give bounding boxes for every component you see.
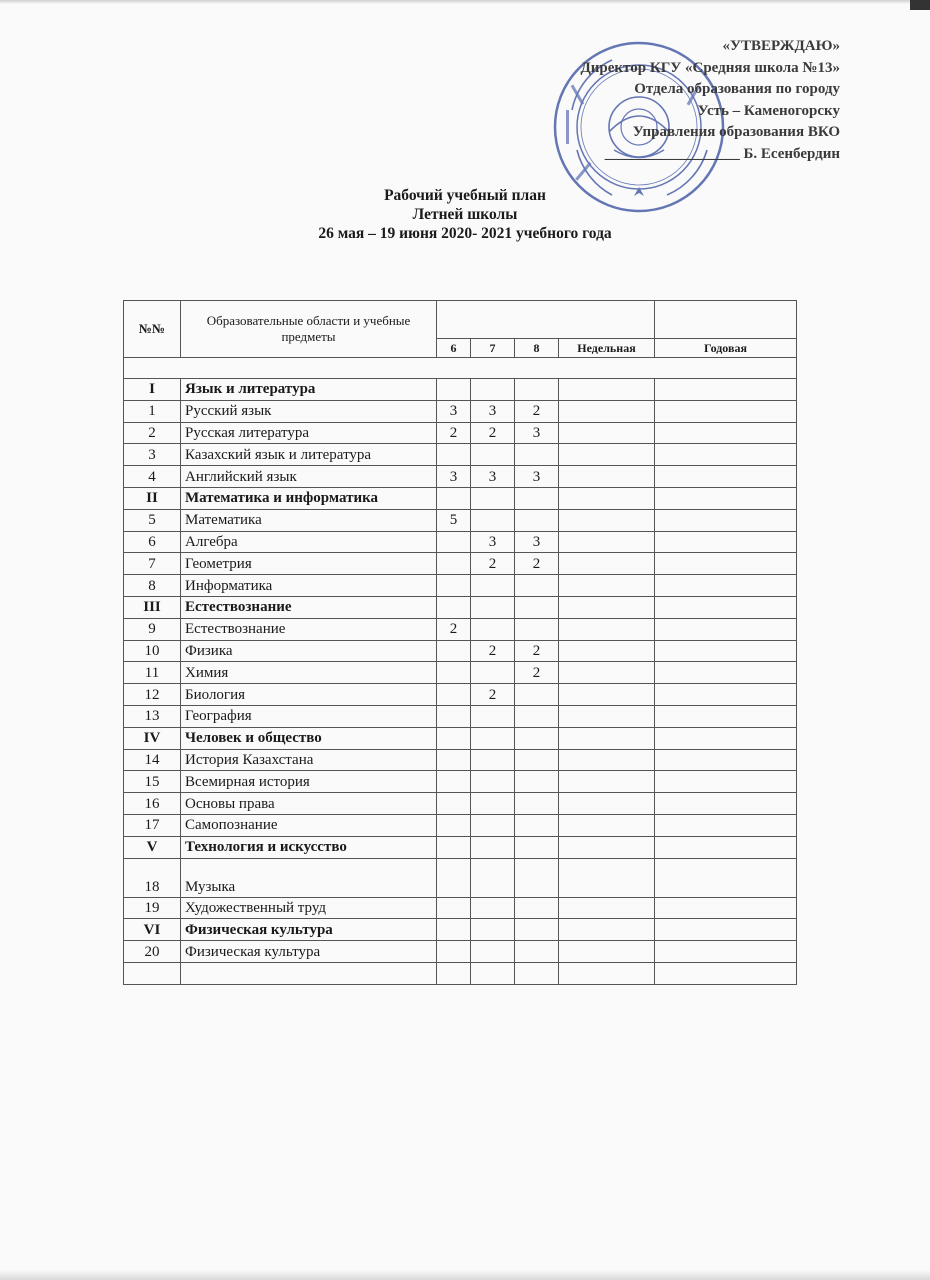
row-weekly — [559, 466, 655, 488]
document-title — [0, 186, 930, 243]
row-annual — [655, 705, 797, 727]
row-weekly — [559, 422, 655, 444]
row-grade-6 — [437, 897, 471, 919]
row-grade-6 — [437, 771, 471, 793]
section-row — [124, 379, 797, 401]
header-annual: Годовая — [655, 339, 797, 358]
gap-cell — [124, 358, 181, 379]
subject-row — [124, 941, 797, 963]
row-grade-6 — [437, 919, 471, 941]
subject-row — [124, 466, 797, 488]
subject-row — [124, 684, 797, 706]
row-grade-7 — [471, 705, 515, 727]
row-grade-6 — [437, 836, 471, 858]
row-subject-name: Информатика — [181, 575, 437, 597]
row-grade-8 — [515, 793, 559, 815]
header-areas: Образовательные области и учебные предметы — [181, 301, 437, 358]
row-annual — [655, 793, 797, 815]
row-number: II — [124, 487, 181, 509]
row-grade-7 — [471, 814, 515, 836]
row-number — [124, 962, 181, 984]
row-subject-name: Художественный труд — [181, 897, 437, 919]
row-number: 13 — [124, 705, 181, 727]
row-grade-7 — [471, 575, 515, 597]
row-annual — [655, 422, 797, 444]
row-grade-6 — [437, 531, 471, 553]
subject-row — [124, 771, 797, 793]
row-annual — [655, 531, 797, 553]
row-grade-8 — [515, 814, 559, 836]
row-weekly — [559, 705, 655, 727]
row-weekly — [559, 618, 655, 640]
row-grade-8 — [515, 749, 559, 771]
row-annual — [655, 727, 797, 749]
row-grade-7: 2 — [471, 640, 515, 662]
subject-row — [124, 662, 797, 684]
row-weekly — [559, 941, 655, 963]
row-subject-name: Казахский язык и литература — [181, 444, 437, 466]
row-subject-name — [181, 962, 437, 984]
gap-cell — [471, 358, 515, 379]
row-grade-8 — [515, 941, 559, 963]
subject-row — [124, 897, 797, 919]
row-grade-6 — [437, 941, 471, 963]
row-grade-8: 3 — [515, 422, 559, 444]
row-weekly — [559, 444, 655, 466]
header-weekly: Недельная — [559, 339, 655, 358]
section-row — [124, 727, 797, 749]
row-grade-7 — [471, 379, 515, 401]
approval-administration: Управления образования ВКО — [632, 124, 840, 140]
row-annual — [655, 897, 797, 919]
row-annual — [655, 596, 797, 618]
row-grade-8 — [515, 575, 559, 597]
row-weekly — [559, 858, 655, 897]
title-line-3: 26 мая – 19 июня 2020- 2021 учебного года — [318, 225, 612, 242]
row-grade-6: 5 — [437, 509, 471, 531]
row-subject-name: Физика — [181, 640, 437, 662]
row-number: 11 — [124, 662, 181, 684]
row-annual — [655, 640, 797, 662]
approval-heading: «УТВЕРЖДАЮ» — [722, 38, 840, 54]
row-weekly — [559, 793, 655, 815]
row-grade-8: 2 — [515, 662, 559, 684]
row-grade-6 — [437, 705, 471, 727]
row-weekly — [559, 962, 655, 984]
scan-edge-corner — [910, 0, 930, 10]
section-row — [124, 596, 797, 618]
header-blank — [437, 301, 655, 339]
row-weekly — [559, 662, 655, 684]
row-grade-7 — [471, 897, 515, 919]
row-grade-7 — [471, 662, 515, 684]
subject-row — [124, 618, 797, 640]
row-weekly — [559, 684, 655, 706]
row-annual — [655, 858, 797, 897]
row-grade-6: 3 — [437, 466, 471, 488]
row-grade-8 — [515, 596, 559, 618]
header-grade-8: 8 — [515, 339, 559, 358]
row-grade-6 — [437, 749, 471, 771]
gap-cell — [437, 358, 471, 379]
row-subject-name: География — [181, 705, 437, 727]
subject-row — [124, 962, 797, 984]
row-grade-8 — [515, 487, 559, 509]
row-subject-name: Геометрия — [181, 553, 437, 575]
row-number: 14 — [124, 749, 181, 771]
row-subject-name: Технология и искусство — [181, 836, 437, 858]
row-number: 8 — [124, 575, 181, 597]
scan-edge-top — [0, 0, 930, 4]
subject-row — [124, 531, 797, 553]
row-number: I — [124, 379, 181, 401]
row-subject-name: Математика и информатика — [181, 487, 437, 509]
row-grade-6 — [437, 487, 471, 509]
row-grade-8 — [515, 771, 559, 793]
header-grade-6: 6 — [437, 339, 471, 358]
row-grade-8 — [515, 705, 559, 727]
row-grade-7: 2 — [471, 422, 515, 444]
row-grade-7 — [471, 749, 515, 771]
row-weekly — [559, 400, 655, 422]
row-number: VI — [124, 919, 181, 941]
row-annual — [655, 466, 797, 488]
row-subject-name: Алгебра — [181, 531, 437, 553]
row-number: 3 — [124, 444, 181, 466]
row-grade-8: 3 — [515, 466, 559, 488]
row-subject-name: История Казахстана — [181, 749, 437, 771]
gap-cell — [181, 358, 437, 379]
row-grade-8 — [515, 684, 559, 706]
row-number: V — [124, 836, 181, 858]
row-number: 17 — [124, 814, 181, 836]
row-subject-name: Физическая культура — [181, 941, 437, 963]
row-grade-7 — [471, 836, 515, 858]
row-annual — [655, 553, 797, 575]
row-number: 7 — [124, 553, 181, 575]
row-grade-6 — [437, 684, 471, 706]
row-annual — [655, 836, 797, 858]
row-annual — [655, 684, 797, 706]
row-grade-7 — [471, 444, 515, 466]
row-weekly — [559, 814, 655, 836]
subject-row — [124, 422, 797, 444]
section-row — [124, 487, 797, 509]
row-subject-name: Язык и литература — [181, 379, 437, 401]
row-annual — [655, 575, 797, 597]
subject-row — [124, 793, 797, 815]
curriculum-rows — [124, 379, 797, 985]
row-weekly — [559, 640, 655, 662]
section-row — [124, 836, 797, 858]
approval-director: Директор КГУ «Средняя школа №13» — [580, 59, 840, 76]
row-weekly — [559, 379, 655, 401]
row-number: 15 — [124, 771, 181, 793]
row-grade-7 — [471, 919, 515, 941]
row-grade-8 — [515, 962, 559, 984]
row-subject-name: Химия — [181, 662, 437, 684]
row-subject-name: Математика — [181, 509, 437, 531]
row-grade-7 — [471, 596, 515, 618]
row-grade-6 — [437, 962, 471, 984]
row-number: 18 — [124, 858, 181, 897]
row-grade-7: 3 — [471, 466, 515, 488]
row-grade-7: 2 — [471, 553, 515, 575]
row-grade-6 — [437, 444, 471, 466]
row-annual — [655, 444, 797, 466]
row-grade-6 — [437, 793, 471, 815]
row-annual — [655, 749, 797, 771]
row-grade-8: 3 — [515, 531, 559, 553]
approval-city: Усть – Каменогорску — [697, 102, 840, 119]
subject-row — [124, 400, 797, 422]
row-grade-7 — [471, 509, 515, 531]
row-number: 10 — [124, 640, 181, 662]
row-grade-7: 3 — [471, 400, 515, 422]
row-grade-8 — [515, 379, 559, 401]
row-number: 20 — [124, 941, 181, 963]
row-grade-8: 2 — [515, 553, 559, 575]
row-grade-8: 2 — [515, 400, 559, 422]
row-grade-6 — [437, 858, 471, 897]
row-grade-8 — [515, 836, 559, 858]
row-grade-8 — [515, 727, 559, 749]
row-annual — [655, 618, 797, 640]
row-weekly — [559, 771, 655, 793]
row-number: 9 — [124, 618, 181, 640]
row-grade-7 — [471, 941, 515, 963]
header-blank-2 — [655, 301, 797, 339]
row-number: 19 — [124, 897, 181, 919]
row-number: 16 — [124, 793, 181, 815]
row-subject-name: Музыка — [181, 858, 437, 897]
title-line-2: Летней школы — [412, 206, 518, 223]
row-weekly — [559, 727, 655, 749]
row-grade-6: 3 — [437, 400, 471, 422]
subject-row — [124, 575, 797, 597]
section-row — [124, 919, 797, 941]
row-grade-8 — [515, 509, 559, 531]
row-grade-8 — [515, 919, 559, 941]
subject-row — [124, 640, 797, 662]
row-weekly — [559, 749, 655, 771]
row-subject-name: Основы права — [181, 793, 437, 815]
row-number: IV — [124, 727, 181, 749]
row-number: 12 — [124, 684, 181, 706]
row-grade-6 — [437, 640, 471, 662]
row-grade-8 — [515, 858, 559, 897]
row-number: III — [124, 596, 181, 618]
row-weekly — [559, 897, 655, 919]
row-subject-name: Естествознание — [181, 618, 437, 640]
subject-row — [124, 814, 797, 836]
row-grade-7: 2 — [471, 684, 515, 706]
header-number: №№ — [124, 301, 181, 358]
subject-row — [124, 444, 797, 466]
row-grade-8: 2 — [515, 640, 559, 662]
row-subject-name: Естествознание — [181, 596, 437, 618]
row-weekly — [559, 575, 655, 597]
approval-signature-line: __________________ Б. Есенбердин — [604, 145, 840, 162]
row-grade-6 — [437, 662, 471, 684]
header-grade-7: 7 — [471, 339, 515, 358]
row-number: 4 — [124, 466, 181, 488]
row-weekly — [559, 836, 655, 858]
row-grade-6 — [437, 553, 471, 575]
row-subject-name: Человек и общество — [181, 727, 437, 749]
row-grade-6: 2 — [437, 422, 471, 444]
row-weekly — [559, 553, 655, 575]
row-annual — [655, 400, 797, 422]
row-annual — [655, 379, 797, 401]
subject-row — [124, 705, 797, 727]
row-weekly — [559, 487, 655, 509]
row-grade-8 — [515, 444, 559, 466]
row-weekly — [559, 919, 655, 941]
row-subject-name: Биология — [181, 684, 437, 706]
row-annual — [655, 941, 797, 963]
row-annual — [655, 962, 797, 984]
row-grade-6 — [437, 379, 471, 401]
row-subject-name: Физическая культура — [181, 919, 437, 941]
subject-row — [124, 858, 797, 897]
row-grade-6 — [437, 814, 471, 836]
row-subject-name: Английский язык — [181, 466, 437, 488]
row-number: 2 — [124, 422, 181, 444]
scan-edge-bottom — [0, 1270, 930, 1280]
row-subject-name: Всемирная история — [181, 771, 437, 793]
row-annual — [655, 919, 797, 941]
title-line-1: Рабочий учебный план — [384, 187, 546, 204]
row-number: 1 — [124, 400, 181, 422]
row-annual — [655, 662, 797, 684]
row-grade-7 — [471, 771, 515, 793]
curriculum-table — [123, 300, 797, 985]
row-grade-8 — [515, 618, 559, 640]
approval-block — [510, 36, 840, 165]
row-weekly — [559, 531, 655, 553]
row-grade-6: 2 — [437, 618, 471, 640]
row-subject-name: Русская литература — [181, 422, 437, 444]
row-annual — [655, 509, 797, 531]
row-annual — [655, 487, 797, 509]
subject-row — [124, 749, 797, 771]
row-grade-6 — [437, 727, 471, 749]
row-number: 5 — [124, 509, 181, 531]
row-grade-6 — [437, 575, 471, 597]
approval-department: Отдела образования по городу — [634, 81, 840, 97]
gap-cell — [515, 358, 559, 379]
row-grade-6 — [437, 596, 471, 618]
row-grade-7 — [471, 793, 515, 815]
row-grade-8 — [515, 897, 559, 919]
row-annual — [655, 771, 797, 793]
row-subject-name: Русский язык — [181, 400, 437, 422]
row-number: 6 — [124, 531, 181, 553]
row-grade-7 — [471, 962, 515, 984]
subject-row — [124, 553, 797, 575]
gap-cell — [559, 358, 655, 379]
row-grade-7 — [471, 487, 515, 509]
row-annual — [655, 814, 797, 836]
row-weekly — [559, 596, 655, 618]
row-grade-7 — [471, 618, 515, 640]
row-subject-name: Самопознание — [181, 814, 437, 836]
subject-row — [124, 509, 797, 531]
row-grade-7 — [471, 858, 515, 897]
gap-cell — [655, 358, 797, 379]
row-grade-7 — [471, 727, 515, 749]
row-grade-7: 3 — [471, 531, 515, 553]
row-weekly — [559, 509, 655, 531]
